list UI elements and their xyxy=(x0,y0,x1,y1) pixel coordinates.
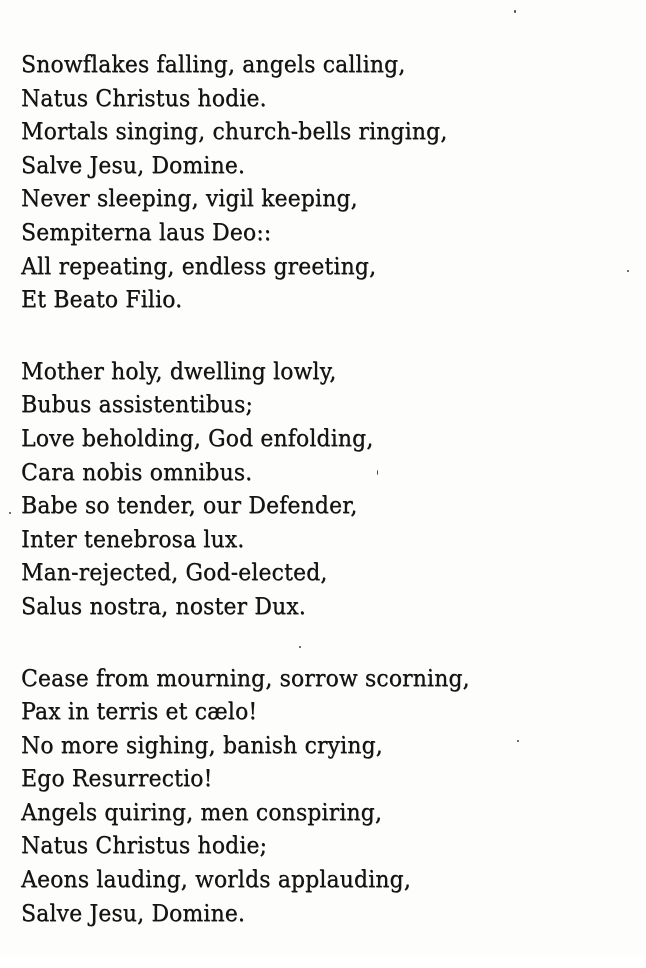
poem-line: Never sleeping, vigil keeping, xyxy=(21,184,358,213)
poem xyxy=(21,48,646,968)
poem-line: Inter tenebrosa lux. xyxy=(21,524,245,553)
poem-line: Love beholding, God enfolding, xyxy=(21,423,374,452)
poem-line: Ego Resurrectio! xyxy=(21,764,213,793)
poem-line: Pax in terris et cælo! xyxy=(21,697,258,726)
poem-line: Mortals singing, church-bells ringing, xyxy=(21,117,448,146)
poem-line: Angels quiring, men conspiring, xyxy=(21,797,382,826)
poem-line: Natus Christus hodie; xyxy=(21,831,268,860)
stanza-1 xyxy=(21,48,646,317)
poem-line: All repeating, endless greeting, xyxy=(21,251,377,280)
poem-line: Salus nostra, noster Dux. xyxy=(21,591,306,620)
poem-line: Cara nobis omnibus. xyxy=(21,457,253,486)
poem-line: Salve Jesu, Domine. xyxy=(21,898,245,927)
poem-line: Man-rejected, God-elected, xyxy=(21,558,328,587)
print-speck xyxy=(9,512,11,514)
poem-line: No more sighing, banish crying, xyxy=(21,730,383,759)
poem-line: Sempiterna laus Deo:: xyxy=(21,217,272,246)
poem-line: Cease from mourning, sorrow scorning, xyxy=(21,663,470,692)
poem-line: Natus Christus hodie. xyxy=(21,83,267,112)
poem-line: Mother holy, dwelling lowly, xyxy=(21,356,337,385)
poem-line: Salve Jesu, Domine. xyxy=(21,150,245,179)
poem-line: Et Beato Filio. xyxy=(21,285,183,314)
poem-line: Aeons lauding, worlds applauding, xyxy=(21,865,411,894)
print-speck xyxy=(514,10,516,13)
stanza-3 xyxy=(21,662,646,931)
poem-line: Bubus assistentibus; xyxy=(21,390,253,419)
poem-line: Snowflakes falling, angels calling, xyxy=(21,50,406,78)
stanza-2 xyxy=(21,355,646,624)
poem-line: Babe so tender, our Defender, xyxy=(21,491,358,520)
